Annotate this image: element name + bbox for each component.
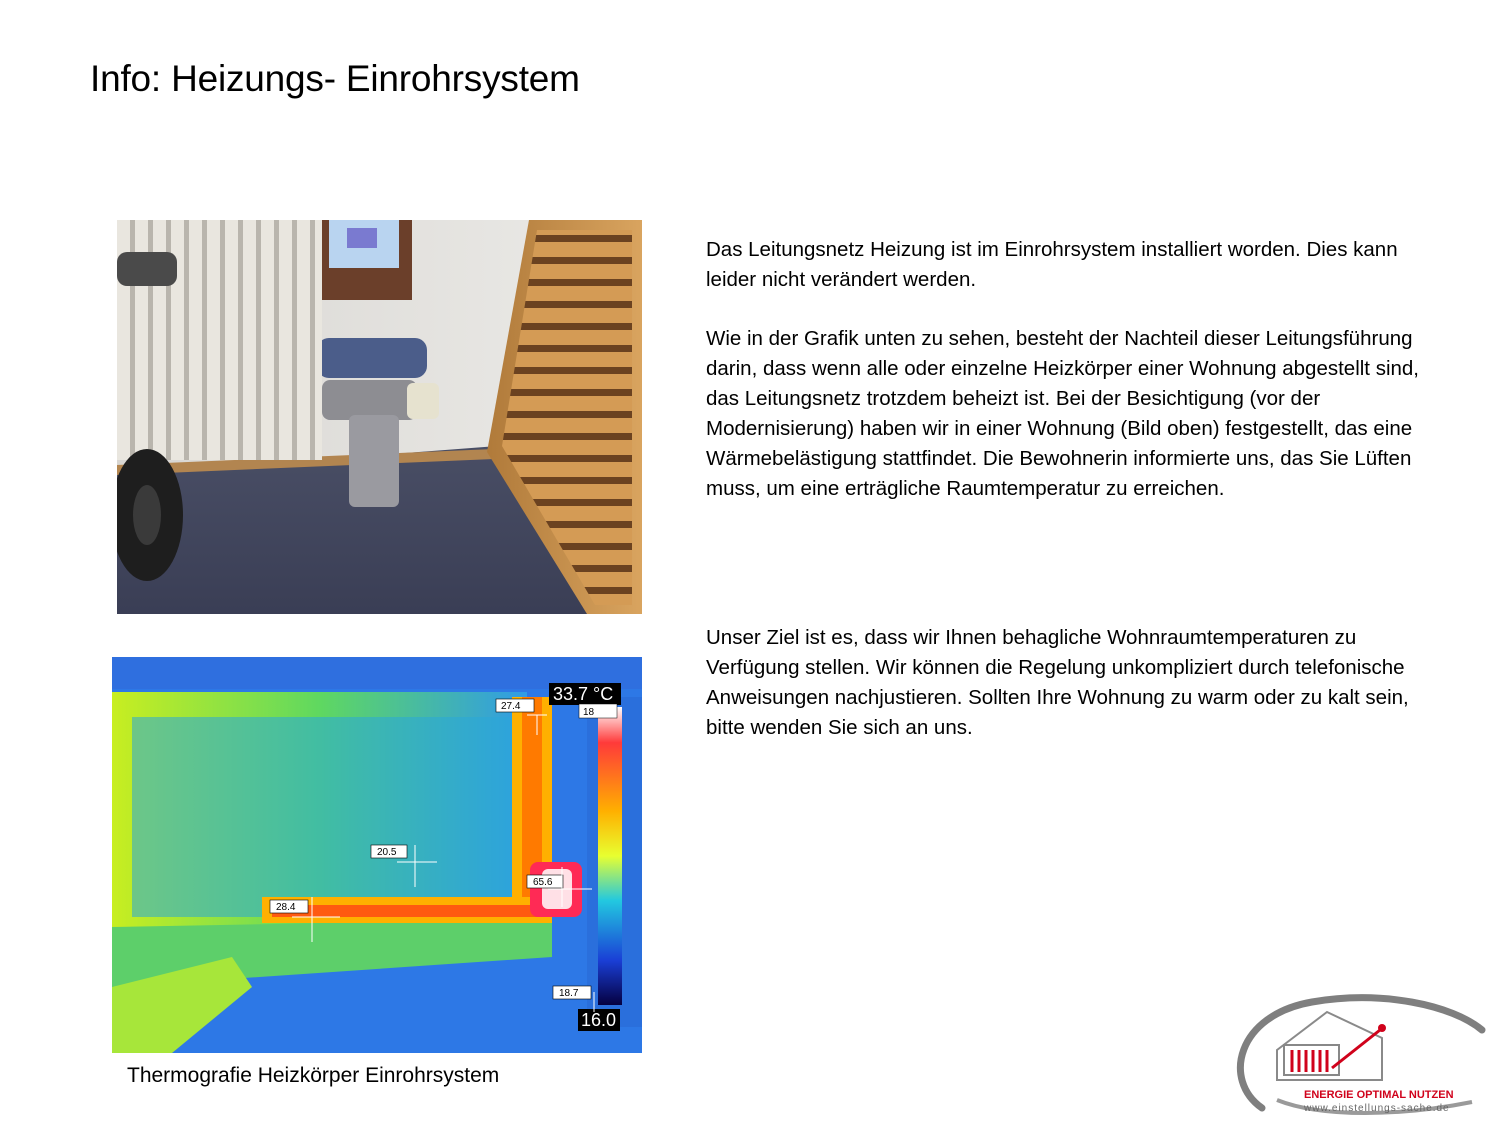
svg-text:27.4: 27.4 [501,701,521,712]
logo-url: www.einstellungs-sache.de [1304,1103,1450,1114]
scale-min-label: 16.0 [581,1010,617,1030]
svg-text:18.7: 18.7 [559,988,579,999]
svg-text:28.4: 28.4 [276,902,296,913]
thermography-image [112,657,642,1053]
thermography-illustration [112,657,642,1053]
radiator-photo-illustration [117,220,642,614]
paragraph-2: Wie in der Grafik unten zu sehen, besteht der Nachteil dieser Leitungsführung darin, dass wenn alle oder einzelne Heizkörper einer Wohnung abgestellt sind, das Leitungsnetz trotzdem beheizt ist. Bei der Besichtigung (vor der Modernisierung) haben wir in einer Wohnung (Bild oben) festgestellt, das eine Wärmebelästigung stattfindet. Die Bewohnerin informierte uns, das Sie Lüften muss, um eine erträgliche Raumtemperatur zu erreichen. [706,327,1419,500]
page-title: Info: Heizungs- Einrohrsystem [90,58,580,99]
paragraph-3: Unser Ziel ist es, dass wir Ihnen behagliche Wohnraumtemperaturen zu Verfügung stellen. Wir können die Regelung unkompliziert durch telefonische Anweisungen nachjustieren. Sollten Ihre Wohnung zu warm oder zu kalt sein, bitte wenden Sie sich an uns. [706,626,1409,739]
radiator-photo [117,220,642,614]
paragraph-1: Das Leitungsnetz Heizung ist im Einrohrsystem installiert worden. Dies kann leider nicht verändert werden. [706,238,1398,291]
scale-top-marker: 18 [583,707,595,718]
scale-max-label: 33.7 °C [553,684,614,704]
thermography-caption: Thermografie Heizkörper Einrohrsystem [127,1064,500,1087]
company-logo [1232,990,1494,1120]
logo-mark [1232,990,1494,1120]
svg-text:65.6: 65.6 [533,877,553,888]
svg-text:20.5: 20.5 [377,847,397,858]
logo-name: ENERGIE OPTIMAL NUTZEN [1304,1089,1454,1101]
